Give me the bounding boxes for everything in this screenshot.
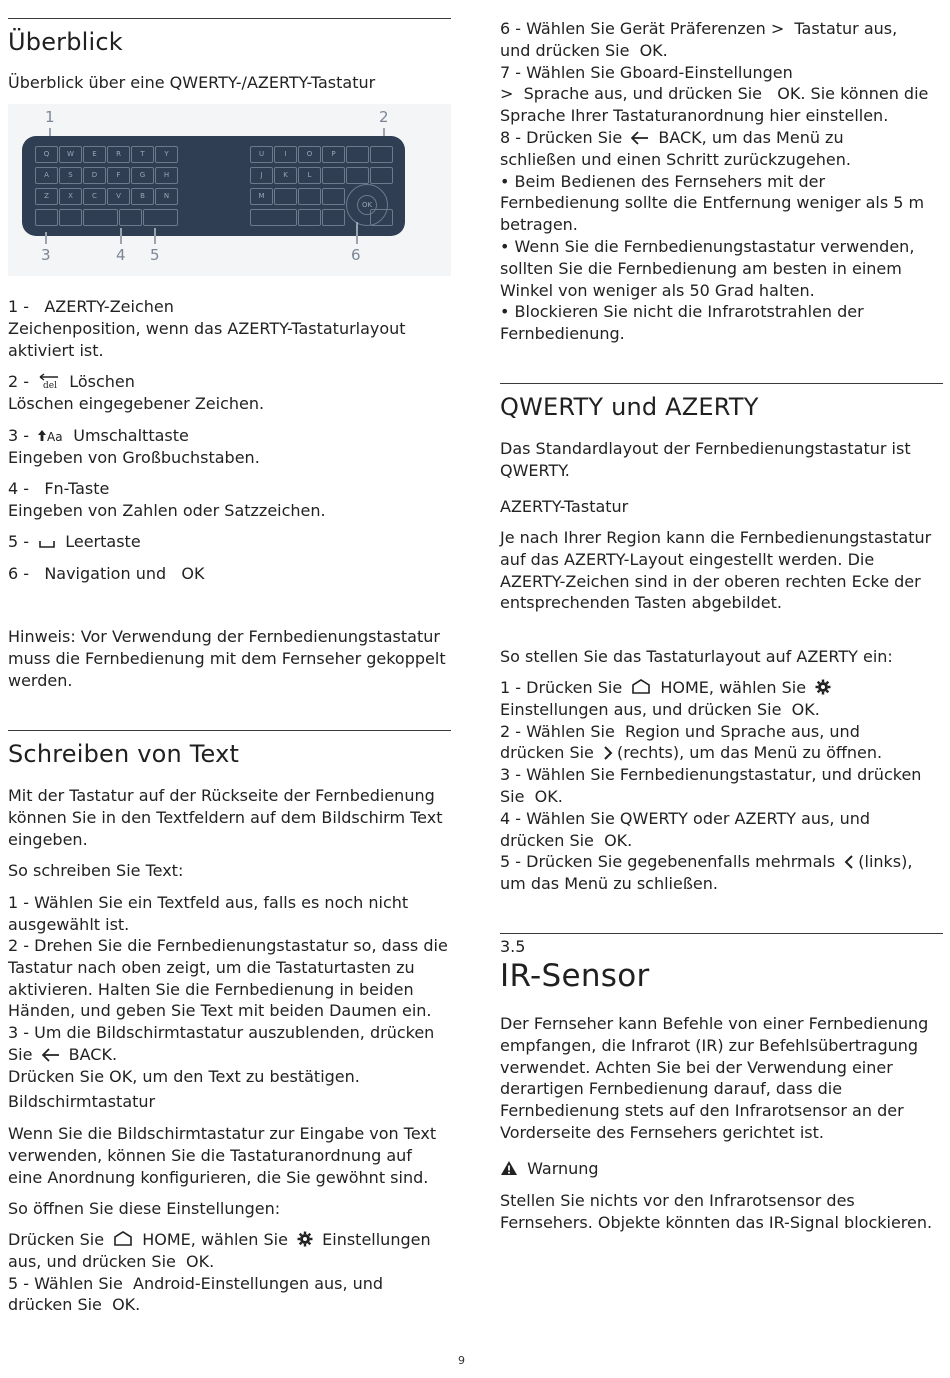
item-3: 3 - Aa Umschalttaste Eingeben von Großbuchstaben. — [8, 426, 260, 467]
shift-icon — [38, 429, 64, 443]
item-5: 5 - Leertaste — [8, 532, 141, 551]
warning-icon — [500, 1160, 518, 1176]
callout-number: 1 — [45, 108, 55, 126]
azerty-how: So stellen Sie das Tastaturlayout auf AZERTY ein: — [500, 647, 893, 666]
screen-keyboard-text: Wenn Sie die Bildschirmtastatur zur Eingabe von Text verwenden, können Sie die Tastaturanordnung auf eine Anordnung konfigurieren, die Sie gewöhnt sind. — [8, 1124, 437, 1187]
item-2: 2 - del Löschen Löschen eingegebener Zeichen. — [8, 372, 265, 413]
keyboard-illustration — [8, 104, 451, 276]
remote-keyboard: Q W E R T Y A S D F G H Z X C V B N U I O P J K L M OK — [22, 136, 405, 236]
qwerty-title: QWERTY und AZERTY — [500, 393, 759, 421]
back-arrow-icon — [42, 1048, 60, 1062]
note-paragraph: Hinweis: Vor Verwendung der Fernbedienungstastatur muss die Fernbedienung mit dem Fernseher gekoppelt werden. — [8, 627, 446, 690]
writing-step-3: 3 - Um die Bildschirmtastatur auszublenden, drücken Sie BACK. Drücken Sie OK, um den Text zu bestätigen. — [8, 1023, 435, 1086]
callout-line — [154, 228, 156, 244]
warning-heading: Warnung — [500, 1158, 599, 1180]
callout-number: 2 — [379, 108, 389, 126]
gear-icon — [815, 679, 831, 695]
item-1: 1 - AZERTY-Zeichen Zeichenposition, wenn das AZERTY-Tastaturlayout aktiviert ist. — [8, 297, 406, 360]
open-settings-text: So öffnen Sie diese Einstellungen: — [8, 1199, 281, 1218]
writing-step-1: 1 - Wählen Sie ein Textfeld aus, falls es noch nicht ausgewählt ist. — [8, 893, 409, 934]
overview-title: Überblick — [8, 28, 123, 56]
overview-subtitle: Überblick über eine QWERTY-/AZERTY-Tastatur — [8, 73, 376, 92]
writing-title: Schreiben von Text — [8, 740, 240, 768]
screen-keyboard-heading: Bildschirmtastatur — [8, 1092, 156, 1111]
section-rule — [500, 933, 943, 934]
callout-line — [45, 232, 47, 244]
ir-text: Der Fernseher kann Befehle von einer Fernbedienung empfangen, die Infrarot (IR) zur Befehlsübertragung verwendet. Achten Sie bei der Verwendung einer derartigen Fernbedienung darauf, dass die Fernbedienung stets auf den Infrarotsensor an der Vorderseite des Fernsehers gerichtet ist. — [500, 1014, 929, 1142]
callout-number: 4 — [116, 246, 126, 264]
chevron-left-icon — [844, 855, 854, 869]
space-icon — [38, 539, 56, 549]
azerty-steps: 1 - Drücken Sie HOME, wählen Sie Einstellungen aus, und drücken Sie OK. 2 - Wählen Sie Region und Sprache aus, und drücken Sie (rechts), um das Menü zu öffnen. 3 - Wählen Sie Fernbedienungstastatur, und drücken Sie OK. 4 - Wählen Sie QWERTY oder AZERTY aus, und drücken Sie OK. 5 - Drücken Sie gegebenenfalls mehrmals (links), um das Menü zu schließen. — [500, 678, 922, 894]
writing-settings-step: Drücken Sie HOME, wählen Sie Einstellungen aus, und drücken Sie OK. 5 - Wählen Sie Android-Einstellungen aus, und drücken Sie OK. — [8, 1230, 431, 1315]
svg-text:Aa: Aa — [47, 430, 63, 443]
note-label: Hinweis — [8, 627, 71, 646]
azerty-heading: AZERTY-Tastatur — [500, 497, 629, 516]
chevron-right-icon — [603, 746, 613, 760]
delete-icon — [38, 373, 60, 389]
section-rule — [500, 383, 943, 384]
section-rule — [8, 18, 451, 19]
section-rule — [8, 730, 451, 731]
home-icon — [113, 1231, 133, 1247]
ir-title: IR-Sensor — [500, 958, 650, 994]
callout-line — [356, 222, 358, 244]
writing-step-2: 2 - Drehen Sie die Fernbedienungstastatur so, dass die Tastatur nach oben zeigt, um die Tastaturtasten zu aktivieren. Halten Sie die Fernbedienung in beiden Händen, und geben Sie Text mit beiden Daumen ein. — [8, 936, 448, 1021]
svg-text:del: del — [43, 381, 58, 389]
item-6: 6 - Navigation und OK — [8, 564, 205, 583]
home-icon — [631, 679, 651, 695]
steps-continued: 6 - Wählen Sie Gerät Präferenzen > Tastatur aus, und drücken Sie OK. 7 - Wählen Sie Gboard-Einstellungen > Sprache aus, und drücken Sie OK. Sie können die Sprache Ihrer Tastaturanordnung hier einstellen. 8 - Drücken Sie BACK, um das Menü zu schließen und einen Schritt zurückzugehen. • Beim Bedienen des Fernsehers mit der Fernbedienung sollte die Entfernung weniger als 5 m betragen. • Wenn Sie die Fernbedienungstastatur verwenden, sollten Sie die Fernbedienung am besten in einem Winkel von weniger als 50 Grad halten. • Blockieren Sie nicht die Infrarotstrahlen der Fernbedienung. — [500, 19, 929, 344]
callout-number: 6 — [351, 246, 361, 264]
gear-icon — [297, 1231, 313, 1247]
callout-line — [120, 228, 122, 244]
azerty-text: Je nach Ihrer Region kann die Fernbedienungstastatur auf das AZERTY-Layout eingestellt werden. Die AZERTY-Zeichen sind in der oberen rechten Ecke der entsprechenden Tasten abgebildet. — [500, 528, 932, 613]
page-number: 9 — [458, 1354, 465, 1367]
qwerty-intro: Das Standardlayout der Fernbedienungstastatur ist QWERTY. — [500, 439, 911, 480]
writing-intro: Mit der Tastatur auf der Rückseite der Fernbedienung können Sie in den Textfeldern auf dem Bildschirm Text eingeben. — [8, 786, 443, 849]
item-4: 4 - Fn-Taste Eingeben von Zahlen oder Satzzeichen. — [8, 479, 326, 520]
ok-button: OK — [357, 195, 377, 215]
warning-text: Stellen Sie nichts vor den Infrarotsensor des Fernsehers. Objekte könnten das IR-Signal blockieren. — [500, 1191, 933, 1232]
back-arrow-icon — [631, 131, 649, 145]
callout-number: 3 — [41, 246, 51, 264]
callout-number: 5 — [150, 246, 160, 264]
chapter-number: 3.5 — [500, 937, 526, 956]
writing-how: So schreiben Sie Text: — [8, 861, 184, 880]
